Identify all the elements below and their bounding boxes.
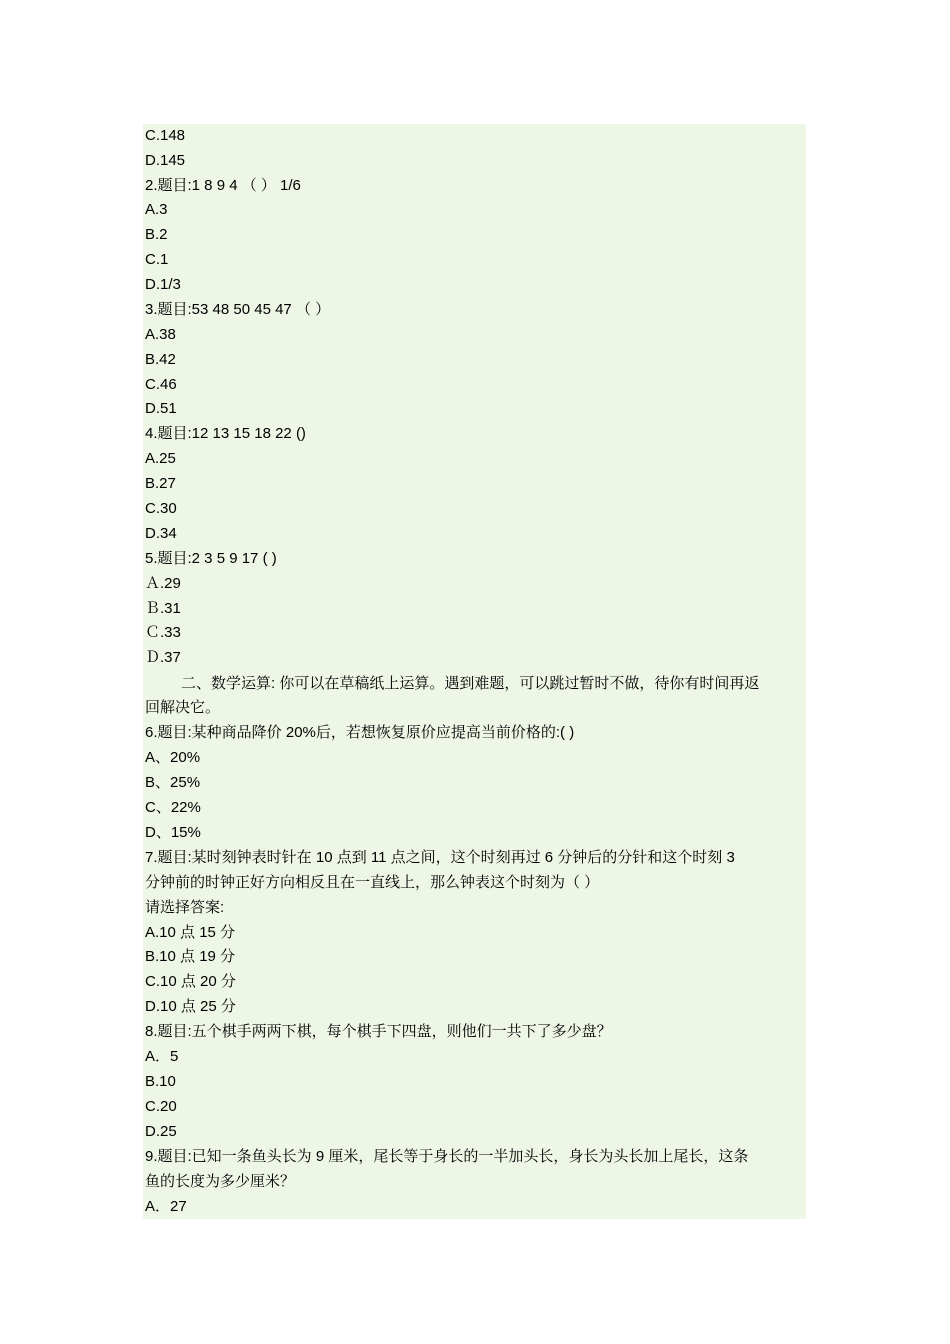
q7-option-c: C.10 点 20 分: [145, 973, 236, 990]
question-7-cont: 分钟前的时钟正好方向相反且在一直线上，那么钟表这个时刻为（ ）: [145, 874, 600, 891]
q8-option-a: A．5: [145, 1048, 179, 1065]
question-5: 5.题目:2 3 5 9 17 ( ): [145, 550, 277, 567]
q8-option-d: D.25: [145, 1123, 177, 1140]
section-heading-math-cont: 回解决它。: [145, 699, 221, 716]
question-7: 7.题目:某时刻钟表时针在 10 点到 11 点之间，这个时刻再过 6 分钟后的分针和这个时刻 3: [145, 849, 735, 866]
q8-option-c: C.20: [145, 1098, 177, 1115]
q6-option-d: D、15%: [145, 824, 201, 841]
q5-option-b: Ｂ.31: [145, 600, 181, 617]
question-8: 8.题目:五个棋手两两下棋，每个棋手下四盘，则他们一共下了多少盘？: [145, 1023, 612, 1040]
q6-option-c: C、22%: [145, 799, 201, 816]
q3-option-a: A.38: [145, 326, 176, 343]
section-heading-math: 二、数学运算: 你可以在草稿纸上运算。遇到难题，可以跳过暂时不做，待你有时间再返: [181, 675, 760, 692]
q5-option-c: Ｃ.33: [145, 624, 181, 641]
q7-option-a: A.10 点 15 分: [145, 924, 236, 941]
q7-prompt: 请选择答案:: [145, 899, 225, 916]
q6-option-a: A、20%: [145, 749, 201, 766]
q5-option-a: Ａ.29: [145, 575, 181, 592]
q8-option-b: B.10: [145, 1073, 176, 1090]
q4-option-b: B.27: [145, 475, 176, 492]
q7-option-d: D.10 点 25 分: [145, 998, 236, 1015]
option-d-145: D.145: [145, 152, 186, 169]
q3-option-d: D.51: [145, 400, 177, 417]
q2-option-b: B.2: [145, 226, 168, 243]
q3-option-b: B.42: [145, 351, 176, 368]
q2-option-c: C.1: [145, 251, 169, 268]
q6-option-b: B、25%: [145, 774, 201, 791]
question-2: 2.题目:1 8 9 4 （ ） 1/6: [145, 177, 301, 194]
q9-option-a: A．27: [145, 1198, 187, 1215]
question-9: 9.题目:已知一条鱼头长为 9 厘米，尾长等于身长的一半加头长，身长为头长加上尾长，这条: [145, 1148, 749, 1165]
q4-option-a: A.25: [145, 450, 176, 467]
q2-option-d: D.1/3: [145, 276, 181, 293]
q7-option-b: B.10 点 19 分: [145, 948, 236, 965]
question-6: 6.题目:某种商品降价 20%后，若想恢复原价应提高当前价格的:( ): [145, 724, 575, 741]
q2-option-a: A.3: [145, 201, 168, 218]
q4-option-c: C.30: [145, 500, 177, 517]
q4-option-d: D.34: [145, 525, 177, 542]
question-3: 3.题目:53 48 50 45 47 （ ）: [145, 301, 331, 318]
q3-option-c: C.46: [145, 376, 177, 393]
q5-option-d: Ｄ.37: [145, 649, 181, 666]
question-9-cont: 鱼的长度为多少厘米？: [145, 1173, 296, 1190]
document-page: [143, 124, 806, 1219]
option-c-148: C.148: [145, 127, 186, 144]
question-4: 4.题目:12 13 15 18 22 (): [145, 425, 306, 442]
